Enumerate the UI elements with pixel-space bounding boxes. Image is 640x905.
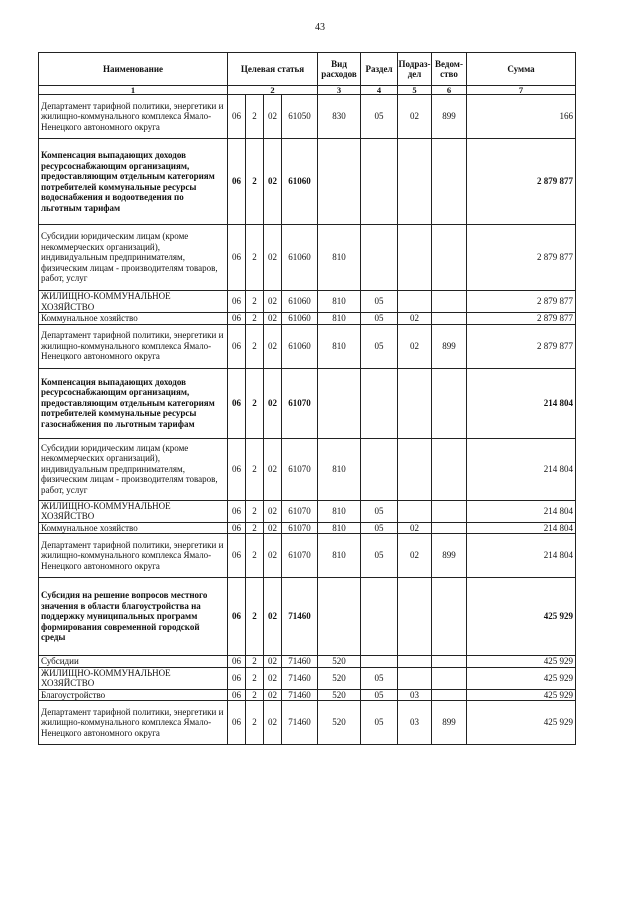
header-dept: Ведом-ство: [432, 53, 467, 86]
expense-type-cell: 520: [318, 701, 361, 745]
expense-type-cell: 810: [318, 324, 361, 368]
row-name-cell: Коммунальное хозяйство: [39, 313, 228, 325]
target-code-cell: 71460: [282, 689, 318, 701]
amount-cell: 425 929: [467, 656, 576, 668]
amount-cell: 2 879 877: [467, 313, 576, 325]
section-cell: 05: [361, 313, 398, 325]
page-number: 43: [315, 22, 325, 33]
target-1-cell: 06: [228, 313, 246, 325]
target-3-cell: 02: [264, 656, 282, 668]
department-cell: [432, 139, 467, 225]
row-name-cell: Субсидия на решение вопросов местного значения в области благоустройства на поддержку муниципальных программ формирования современной городской среды: [39, 578, 228, 656]
amount-cell: 2 879 877: [467, 291, 576, 313]
department-cell: [432, 225, 467, 291]
amount-cell: 425 929: [467, 667, 576, 689]
target-code-cell: 61070: [282, 534, 318, 578]
header-target: Целевая статья: [228, 53, 318, 86]
target-3-cell: 02: [264, 534, 282, 578]
target-1-cell: 06: [228, 534, 246, 578]
department-cell: [432, 291, 467, 313]
index-cell: 6: [432, 86, 467, 95]
table-row: [39, 578, 576, 656]
section-cell: [361, 139, 398, 225]
department-cell: [432, 522, 467, 534]
expense-type-cell: 810: [318, 500, 361, 522]
target-2-cell: 2: [246, 689, 264, 701]
target-3-cell: 02: [264, 438, 282, 500]
target-3-cell: 02: [264, 324, 282, 368]
table-row: [39, 95, 576, 139]
target-2-cell: 2: [246, 291, 264, 313]
target-1-cell: 06: [228, 139, 246, 225]
section-cell: 05: [361, 534, 398, 578]
table-body: [39, 95, 576, 745]
table-row: [39, 313, 576, 325]
amount-cell: 214 804: [467, 438, 576, 500]
expense-type-cell: 520: [318, 689, 361, 701]
section-cell: [361, 578, 398, 656]
row-name-cell: Благоустройство: [39, 689, 228, 701]
target-1-cell: 06: [228, 324, 246, 368]
target-2-cell: 2: [246, 534, 264, 578]
row-name-cell: Компенсация выпадающих доходов ресурсоснабжающим организациям, предоставляющим отдельным категориям потребителей коммунальные ресурсы газоснабжения по льготным тарифам: [39, 368, 228, 438]
target-2-cell: 2: [246, 522, 264, 534]
department-cell: 899: [432, 701, 467, 745]
target-code-cell: 61060: [282, 324, 318, 368]
expense-type-cell: 830: [318, 95, 361, 139]
target-1-cell: 06: [228, 291, 246, 313]
table-row: [39, 656, 576, 668]
target-3-cell: 02: [264, 368, 282, 438]
amount-cell: 425 929: [467, 701, 576, 745]
subsection-cell: 02: [398, 534, 432, 578]
target-3-cell: 02: [264, 667, 282, 689]
section-cell: 05: [361, 701, 398, 745]
section-cell: 05: [361, 500, 398, 522]
subsection-cell: [398, 578, 432, 656]
table-row: [39, 701, 576, 745]
index-cell: 3: [318, 86, 361, 95]
section-cell: 05: [361, 291, 398, 313]
target-1-cell: 06: [228, 578, 246, 656]
target-code-cell: 71460: [282, 667, 318, 689]
target-code-cell: 61070: [282, 522, 318, 534]
target-2-cell: 2: [246, 324, 264, 368]
amount-cell: 214 804: [467, 522, 576, 534]
amount-cell: 2 879 877: [467, 225, 576, 291]
subsection-cell: [398, 291, 432, 313]
department-cell: [432, 689, 467, 701]
target-2-cell: 2: [246, 225, 264, 291]
department-cell: 899: [432, 95, 467, 139]
index-row: [39, 86, 576, 95]
table-row: [39, 667, 576, 689]
index-cell: 7: [467, 86, 576, 95]
subsection-cell: [398, 225, 432, 291]
target-3-cell: 02: [264, 139, 282, 225]
target-1-cell: 06: [228, 368, 246, 438]
target-code-cell: 61070: [282, 500, 318, 522]
target-3-cell: 02: [264, 500, 282, 522]
subsection-cell: [398, 500, 432, 522]
header-subsection: Подраз-дел: [398, 53, 432, 86]
amount-cell: 2 879 877: [467, 324, 576, 368]
table-row: [39, 368, 576, 438]
subsection-cell: [398, 438, 432, 500]
row-name-cell: Департамент тарифной политики, энергетики и жилищно-коммунального комплекса Ямало-Ненецкого автономного округа: [39, 324, 228, 368]
row-name-cell: Департамент тарифной политики, энергетики и жилищно-коммунального комплекса Ямало-Ненецкого автономного округа: [39, 701, 228, 745]
department-cell: 899: [432, 534, 467, 578]
target-3-cell: 02: [264, 95, 282, 139]
target-3-cell: 02: [264, 522, 282, 534]
index-cell: 4: [361, 86, 398, 95]
target-code-cell: 61060: [282, 139, 318, 225]
target-2-cell: 2: [246, 139, 264, 225]
expense-type-cell: [318, 368, 361, 438]
amount-cell: 425 929: [467, 578, 576, 656]
subsection-cell: [398, 656, 432, 668]
target-3-cell: 02: [264, 701, 282, 745]
table-row: [39, 500, 576, 522]
subsection-cell: 03: [398, 701, 432, 745]
row-name-cell: Коммунальное хозяйство: [39, 522, 228, 534]
index-cell: 2: [228, 86, 318, 95]
department-cell: 899: [432, 324, 467, 368]
target-1-cell: 06: [228, 689, 246, 701]
section-cell: 05: [361, 667, 398, 689]
amount-cell: 214 804: [467, 500, 576, 522]
table-row: [39, 689, 576, 701]
section-cell: 05: [361, 324, 398, 368]
expense-type-cell: [318, 578, 361, 656]
header-sum: Сумма: [467, 53, 576, 86]
table-row: [39, 438, 576, 500]
subsection-cell: [398, 139, 432, 225]
subsection-cell: 02: [398, 95, 432, 139]
table-row: [39, 324, 576, 368]
target-1-cell: 06: [228, 701, 246, 745]
section-cell: [361, 656, 398, 668]
target-2-cell: 2: [246, 95, 264, 139]
amount-cell: 166: [467, 95, 576, 139]
subsection-cell: [398, 667, 432, 689]
row-name-cell: ЖИЛИЩНО-КОММУНАЛЬНОЕ ХОЗЯЙСТВО: [39, 500, 228, 522]
section-cell: 05: [361, 689, 398, 701]
target-3-cell: 02: [264, 225, 282, 291]
target-2-cell: 2: [246, 438, 264, 500]
target-code-cell: 61070: [282, 368, 318, 438]
expense-type-cell: 810: [318, 225, 361, 291]
target-3-cell: 02: [264, 578, 282, 656]
target-code-cell: 61050: [282, 95, 318, 139]
target-code-cell: 61070: [282, 438, 318, 500]
department-cell: [432, 368, 467, 438]
amount-cell: 2 879 877: [467, 139, 576, 225]
row-name-cell: Субсидии: [39, 656, 228, 668]
row-name-cell: Субсидии юридическим лицам (кроме некоммерческих организаций), индивидуальным предпринимателям, физическим лицам - производителям товаров, работ, услуг: [39, 225, 228, 291]
target-2-cell: 2: [246, 667, 264, 689]
row-name-cell: ЖИЛИЩНО-КОММУНАЛЬНОЕ ХОЗЯЙСТВО: [39, 667, 228, 689]
target-2-cell: 2: [246, 313, 264, 325]
target-2-cell: 2: [246, 500, 264, 522]
target-1-cell: 06: [228, 522, 246, 534]
header-row: [39, 53, 576, 86]
row-name-cell: Компенсация выпадающих доходов ресурсоснабжающим организациям, предоставляющим отдельным категориям потребителей коммунальные ресурсы водоснабжения и водоотведения по льготным тарифам: [39, 139, 228, 225]
target-code-cell: 61060: [282, 291, 318, 313]
table-row: [39, 225, 576, 291]
amount-cell: 214 804: [467, 534, 576, 578]
subsection-cell: 02: [398, 324, 432, 368]
target-3-cell: 02: [264, 313, 282, 325]
department-cell: [432, 667, 467, 689]
amount-cell: 425 929: [467, 689, 576, 701]
section-cell: 05: [361, 95, 398, 139]
header-exp: Вид расходов: [318, 53, 361, 86]
target-1-cell: 06: [228, 438, 246, 500]
department-cell: [432, 313, 467, 325]
header-name: Наименование: [39, 53, 228, 86]
target-code-cell: 61060: [282, 225, 318, 291]
expense-type-cell: 810: [318, 438, 361, 500]
target-2-cell: 2: [246, 368, 264, 438]
header-section: Раздел: [361, 53, 398, 86]
row-name-cell: Департамент тарифной политики, энергетики и жилищно-коммунального комплекса Ямало-Ненецкого автономного округа: [39, 95, 228, 139]
section-cell: 05: [361, 522, 398, 534]
expense-type-cell: 810: [318, 522, 361, 534]
expense-type-cell: 520: [318, 656, 361, 668]
department-cell: [432, 500, 467, 522]
target-2-cell: 2: [246, 701, 264, 745]
table-row: [39, 522, 576, 534]
target-code-cell: 61060: [282, 313, 318, 325]
budget-table: [38, 52, 576, 745]
target-code-cell: 71460: [282, 701, 318, 745]
department-cell: [432, 656, 467, 668]
target-3-cell: 02: [264, 689, 282, 701]
target-1-cell: 06: [228, 95, 246, 139]
subsection-cell: 02: [398, 313, 432, 325]
row-name-cell: Субсидии юридическим лицам (кроме некоммерческих организаций), индивидуальным предпринимателям, физическим лицам - производителям товаров, работ, услуг: [39, 438, 228, 500]
section-cell: [361, 438, 398, 500]
table-row: [39, 139, 576, 225]
expense-type-cell: 810: [318, 291, 361, 313]
section-cell: [361, 225, 398, 291]
department-cell: [432, 578, 467, 656]
expense-type-cell: 520: [318, 667, 361, 689]
target-1-cell: 06: [228, 667, 246, 689]
target-3-cell: 02: [264, 291, 282, 313]
table-row: [39, 291, 576, 313]
target-code-cell: 71460: [282, 656, 318, 668]
department-cell: [432, 438, 467, 500]
target-1-cell: 06: [228, 500, 246, 522]
target-1-cell: 06: [228, 225, 246, 291]
expense-type-cell: [318, 139, 361, 225]
index-cell: 5: [398, 86, 432, 95]
section-cell: [361, 368, 398, 438]
index-cell: 1: [39, 86, 228, 95]
target-code-cell: 71460: [282, 578, 318, 656]
expense-type-cell: 810: [318, 313, 361, 325]
amount-cell: 214 804: [467, 368, 576, 438]
table-row: [39, 534, 576, 578]
subsection-cell: [398, 368, 432, 438]
target-1-cell: 06: [228, 656, 246, 668]
row-name-cell: ЖИЛИЩНО-КОММУНАЛЬНОЕ ХОЗЯЙСТВО: [39, 291, 228, 313]
expense-type-cell: 810: [318, 534, 361, 578]
target-2-cell: 2: [246, 656, 264, 668]
row-name-cell: Департамент тарифной политики, энергетики и жилищно-коммунального комплекса Ямало-Ненецкого автономного округа: [39, 534, 228, 578]
subsection-cell: 02: [398, 522, 432, 534]
target-2-cell: 2: [246, 578, 264, 656]
subsection-cell: 03: [398, 689, 432, 701]
